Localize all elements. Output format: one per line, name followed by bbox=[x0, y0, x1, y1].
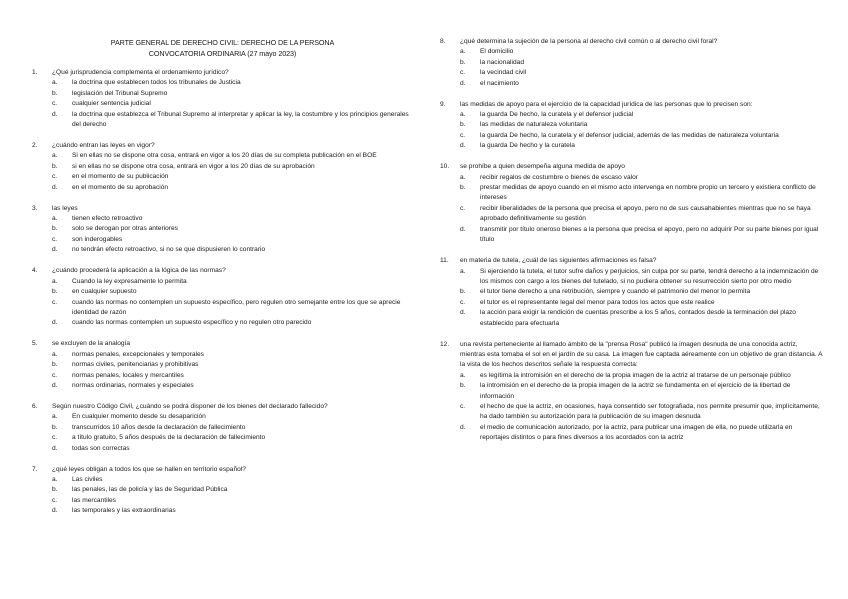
right-column bbox=[438, 0, 823, 454]
option-text: cualquier sentencia judicial bbox=[72, 100, 151, 108]
answer-option bbox=[30, 172, 415, 182]
answer-option bbox=[438, 58, 823, 68]
option-letter: a. bbox=[460, 111, 466, 119]
option-text: En cualquier momento desde su desaparición bbox=[72, 413, 206, 421]
question-8 bbox=[438, 37, 823, 89]
option-letter: b. bbox=[52, 486, 58, 494]
option-letter: b. bbox=[52, 225, 58, 233]
option-letter: c. bbox=[460, 69, 466, 77]
answer-option bbox=[438, 68, 823, 78]
option-letter: a. bbox=[52, 277, 58, 285]
question-number: 2. bbox=[32, 142, 38, 150]
option-text: las temporales y las extraordinarias bbox=[72, 507, 176, 515]
answer-option bbox=[438, 131, 823, 141]
option-text: Cuando la ley expresamente lo permita bbox=[72, 277, 187, 285]
answer-option bbox=[30, 110, 415, 131]
option-text: si en ellas no se dispone otra cosa, entrará en vigor a los 20 días de su aprobación bbox=[72, 162, 315, 170]
answer-option bbox=[30, 99, 415, 109]
question-3 bbox=[30, 204, 415, 256]
option-letter: c. bbox=[52, 496, 58, 504]
option-letter: c. bbox=[52, 173, 58, 181]
option-letter: a. bbox=[52, 413, 58, 421]
question-number: 12. bbox=[440, 340, 450, 348]
answer-option bbox=[438, 287, 823, 297]
answer-option bbox=[438, 47, 823, 57]
question-text: ¿qué leyes obligan a todos los que se hallen en territorio español? bbox=[52, 465, 246, 473]
option-text: solo se derogan por otras anteriores bbox=[72, 225, 178, 233]
question-header bbox=[438, 162, 823, 172]
answer-option bbox=[438, 298, 823, 308]
option-text: en el momento de su aprobación bbox=[72, 183, 169, 191]
option-text: El domicilio bbox=[480, 48, 514, 56]
option-text: Si ejerciendo la tutela, el tutor sufre daños y perjuicios, sin culpa por su parte, tendrá derecho a la indemnización de los mismos con cargo a los bienes del tutelado, si no pudiera obtener su resurrección sierto por otro medio bbox=[480, 267, 819, 285]
option-letter: a. bbox=[460, 173, 466, 181]
answer-option bbox=[438, 120, 823, 130]
option-letter: b. bbox=[460, 288, 466, 296]
answer-option bbox=[30, 235, 415, 245]
question-10 bbox=[438, 162, 823, 245]
option-text: no tendrán efecto retroactivo, si no se que dispusieren lo contrario bbox=[72, 246, 266, 254]
option-text: en el momento de su publicación bbox=[72, 173, 169, 181]
option-text: las penales, las de policía y las de Seguridad Pública bbox=[72, 486, 228, 494]
question-text: las medidas de apoyo para el ejercicio de la capacidad jurídica de las personas que lo precisen son: bbox=[460, 100, 753, 108]
question-text: ¿Qué jurisprudencia complementa el ordenamiento jurídico? bbox=[52, 69, 229, 76]
question-header bbox=[30, 204, 415, 214]
answer-option bbox=[30, 423, 415, 433]
title-line-2: CONVOCATORIA ORDINARIA (27 mayo 2023) bbox=[148, 48, 297, 58]
option-letter: c. bbox=[52, 298, 58, 306]
option-letter: a. bbox=[52, 215, 58, 223]
option-text: la guarda De hecho, la curatela y el defensor judicial bbox=[480, 111, 634, 119]
question-header bbox=[438, 256, 823, 266]
option-letter: a. bbox=[52, 79, 58, 87]
question-number: 4. bbox=[32, 267, 38, 275]
question-12 bbox=[438, 340, 823, 444]
question-9 bbox=[438, 100, 823, 152]
option-text: la acción para exigir la rendición de cuentas prescribe a los 5 años, contados desde la terminación del plazo establecido para efectuarla bbox=[480, 309, 796, 327]
answer-option bbox=[30, 224, 415, 234]
answer-option bbox=[438, 141, 823, 151]
option-text: la doctrina que establecen todos los tribunales de Justicia bbox=[72, 79, 241, 87]
option-letter: c. bbox=[52, 235, 58, 243]
option-letter: c. bbox=[460, 298, 466, 306]
question-5 bbox=[30, 339, 415, 391]
question-text: las leyes bbox=[52, 204, 78, 212]
option-text: normas ordinarias, normales y especiales bbox=[72, 381, 194, 389]
answer-option bbox=[438, 183, 823, 204]
answer-option bbox=[30, 318, 415, 328]
answer-option bbox=[30, 245, 415, 255]
option-text: la guarda De hecho, la curatela y el defensor judicial, además de las medidas de naturaleza voluntaria bbox=[480, 131, 779, 139]
option-letter: d. bbox=[460, 309, 466, 317]
option-text: el nacimiento bbox=[480, 79, 519, 87]
answer-option bbox=[30, 412, 415, 422]
option-letter: b. bbox=[460, 184, 466, 192]
question-number: 1. bbox=[32, 69, 38, 76]
option-text: la vecindad civil bbox=[480, 69, 527, 77]
question-text: Según nuestro Código Civil, ¿cuándo se podrá disponer de los bienes del declarado fallecido? bbox=[52, 402, 328, 410]
answer-option bbox=[438, 371, 823, 381]
option-text: cuando las normas no contemplen un supuesto específico, pero regulen otro semejante entre los que se aprecie identidad de razón bbox=[72, 298, 401, 316]
answer-option bbox=[30, 183, 415, 193]
option-letter: c. bbox=[460, 402, 466, 410]
option-text: las mercantiles bbox=[72, 496, 116, 504]
question-header bbox=[438, 100, 823, 110]
option-letter: d. bbox=[52, 110, 58, 118]
option-text: el tutor es el representante legal del menor para todos los actos que este realice bbox=[480, 298, 715, 306]
option-letter: b. bbox=[460, 382, 466, 390]
answer-option bbox=[438, 402, 823, 423]
option-letter: c. bbox=[460, 204, 466, 212]
option-text: la doctrina que establezca el Tribunal Supremo al interpretar y aplicar la ley, la costumbre y los principios generales del derecho bbox=[72, 110, 409, 129]
option-text: las medidas de naturaleza voluntaria bbox=[480, 121, 588, 129]
option-letter: d. bbox=[52, 444, 58, 452]
question-header bbox=[30, 68, 415, 78]
option-text: tienen efecto retroactivo bbox=[72, 215, 143, 223]
answer-option bbox=[30, 381, 415, 391]
option-letter: d. bbox=[52, 381, 58, 389]
option-text: en cualquier supuesto bbox=[72, 288, 137, 296]
answer-option bbox=[30, 371, 415, 381]
option-letter: c. bbox=[52, 434, 58, 442]
question-header bbox=[30, 266, 415, 276]
option-letter: a. bbox=[460, 48, 466, 56]
question-text: ¿cuándo entran las leyes en vigor? bbox=[52, 142, 155, 150]
answer-option bbox=[438, 308, 823, 329]
question-number: 7. bbox=[32, 465, 38, 473]
option-letter: d. bbox=[52, 319, 58, 327]
option-letter: a. bbox=[52, 475, 58, 483]
question-header bbox=[30, 339, 415, 349]
option-text: normas penales, locales y mercantiles bbox=[72, 371, 184, 379]
answer-option bbox=[30, 298, 415, 319]
option-text: normas penales, excepcionales y temporales bbox=[72, 350, 204, 358]
question-number: 3. bbox=[32, 204, 38, 212]
option-letter: c. bbox=[460, 131, 466, 139]
option-text: cuando las normas contemplen un supuesto específico y no regulen otro parecido bbox=[72, 319, 312, 327]
option-letter: d. bbox=[52, 507, 58, 515]
option-letter: d. bbox=[52, 246, 58, 254]
question-number: 8. bbox=[440, 38, 446, 45]
answer-option bbox=[30, 350, 415, 360]
answer-option bbox=[30, 433, 415, 443]
option-letter: d. bbox=[460, 423, 466, 431]
question-6 bbox=[30, 402, 415, 454]
answer-option bbox=[30, 162, 415, 172]
left-column bbox=[30, 0, 415, 527]
title-line-1: PARTE GENERAL DE DERECHO CIVIL: DERECHO DE LA PERSONA bbox=[110, 38, 335, 47]
answer-option bbox=[438, 204, 823, 225]
answer-option bbox=[438, 381, 823, 402]
question-number: 9. bbox=[440, 100, 446, 108]
option-text: prestar medidas de apoyo cuando en el mismo acto intervenga en nombre propio un tercero y existiera conflicto de intereses bbox=[480, 184, 816, 202]
question-text: en materia de tutela, ¿cuál de las siguientes afirmaciones es falsa? bbox=[460, 257, 657, 265]
question-7 bbox=[30, 465, 415, 517]
question-1 bbox=[30, 68, 415, 130]
option-text: normas civiles, penitenciarias y prohibitivas bbox=[72, 361, 199, 369]
answer-option bbox=[30, 287, 415, 297]
question-text: ¿qué determina la sujeción de la persona al derecho civil común o al derecho civil foral? bbox=[460, 38, 718, 45]
option-text: a título gratuito, 5 años después de la declaración de fallecimiento bbox=[72, 434, 266, 442]
option-letter: c. bbox=[52, 100, 58, 108]
answer-option bbox=[30, 506, 415, 516]
option-letter: c. bbox=[52, 371, 58, 379]
answer-option bbox=[438, 267, 823, 288]
option-text: el medio de comunicación autorizado, por la actriz, para publicar una imagen de ella, no puede utilizarla en reportajes distintos o para fines diversos a los acordados con la actriz bbox=[480, 423, 793, 442]
option-letter: b. bbox=[52, 361, 58, 369]
question-text: una revista perteneciente al llamado ámbito de la "prensa Rosa" publicó la imagen desnuda de una conocida actriz, mientras esta tomaba el sol en el jardín de su casa. La imagen fue captada aéreamente con un objetivo de gran distancia. A la vista de los hechos descritos señale la respuesta correcta: bbox=[460, 340, 823, 369]
question-text: se excluyen de la analogía bbox=[52, 340, 131, 348]
option-letter: b. bbox=[52, 423, 58, 431]
option-letter: a. bbox=[460, 371, 466, 379]
question-2 bbox=[30, 141, 415, 193]
option-letter: b. bbox=[460, 121, 466, 129]
question-text: se prohíbe a quien desempeña alguna medida de apoyo bbox=[460, 163, 625, 171]
answer-option bbox=[438, 79, 823, 89]
option-letter: d. bbox=[460, 225, 466, 233]
answer-option bbox=[30, 151, 415, 161]
option-letter: a. bbox=[52, 152, 58, 160]
question-header bbox=[438, 37, 823, 47]
answer-option bbox=[30, 496, 415, 506]
answer-option bbox=[30, 360, 415, 370]
option-letter: d. bbox=[460, 79, 466, 87]
question-number: 10. bbox=[440, 163, 450, 171]
option-letter: b. bbox=[52, 89, 58, 97]
answer-option bbox=[30, 485, 415, 495]
option-text: la intromisión en el derecho de la propia imagen de la actriz se fundamenta en el ejercicio de la libertad de información bbox=[480, 382, 791, 400]
option-text: el tutor tiene derecho a una retribución, siempre y cuando el patrimonio del menor lo permita bbox=[480, 288, 751, 296]
answer-option bbox=[438, 225, 823, 246]
question-number: 6. bbox=[32, 402, 38, 410]
question-header bbox=[30, 402, 415, 412]
question-header bbox=[30, 141, 415, 151]
option-text: el hecho de que la actriz, en ocasiones, haya consentido ser fotografiada, nos permite presumir que, implícitamente, ha dado también su autorización para la publicación de su imagen desnuda bbox=[480, 402, 820, 421]
option-text: legislación del Tribunal Supremo bbox=[72, 89, 168, 97]
question-header bbox=[30, 465, 415, 475]
answer-option bbox=[30, 475, 415, 485]
option-letter: a. bbox=[52, 350, 58, 358]
answer-option bbox=[30, 78, 415, 88]
question-number: 11. bbox=[440, 257, 449, 265]
question-header bbox=[438, 340, 823, 371]
option-text: la nacionalidad bbox=[480, 58, 524, 66]
option-text: es legítima la intromisión en el derecho de la propia imagen de la actriz al tratarse de un personaje público bbox=[480, 371, 791, 379]
answer-option bbox=[30, 277, 415, 287]
answer-option bbox=[438, 423, 823, 444]
option-letter: b. bbox=[460, 58, 466, 66]
option-letter: d. bbox=[460, 142, 466, 150]
option-text: la guarda De hecho y la curatela bbox=[480, 142, 575, 150]
option-text: Si en ellas no se dispone otra cosa, entrará en vigor a los 20 días de su completa publicación en el BOE bbox=[72, 152, 377, 160]
option-text: transmitir por título oneroso bienes a la persona que precisa el apoyo, pero no adquirir Por su parte bienes por igual título bbox=[480, 225, 819, 244]
answer-option bbox=[30, 214, 415, 224]
question-number: 5. bbox=[32, 340, 38, 348]
option-text: recibir liberalidades de la persona que precisa el apoyo, pero no de sus causahabientes mientras que no se haya aprobado definitivamente su gestión bbox=[480, 204, 811, 223]
option-letter: b. bbox=[52, 162, 58, 170]
answer-option bbox=[30, 444, 415, 454]
answer-option bbox=[438, 173, 823, 183]
exam-title bbox=[30, 38, 415, 59]
option-letter: d. bbox=[52, 183, 58, 191]
option-text: son inderogables bbox=[72, 235, 123, 243]
question-4 bbox=[30, 266, 415, 328]
question-11 bbox=[438, 256, 823, 329]
option-text: Las civiles bbox=[72, 475, 103, 483]
option-letter: a. bbox=[460, 267, 466, 275]
answer-option bbox=[438, 110, 823, 120]
question-text: ¿cuándo procederá la aplicación a la lógica de las normas? bbox=[52, 267, 226, 275]
answer-option bbox=[30, 89, 415, 99]
option-text: recibir regalos de costumbre o bienes de escaso valor bbox=[480, 173, 638, 181]
option-letter: b. bbox=[52, 288, 58, 296]
option-text: todas son correctas bbox=[72, 444, 130, 452]
option-text: transcurridos 10 años desde la declaración de fallecimiento bbox=[72, 423, 246, 431]
